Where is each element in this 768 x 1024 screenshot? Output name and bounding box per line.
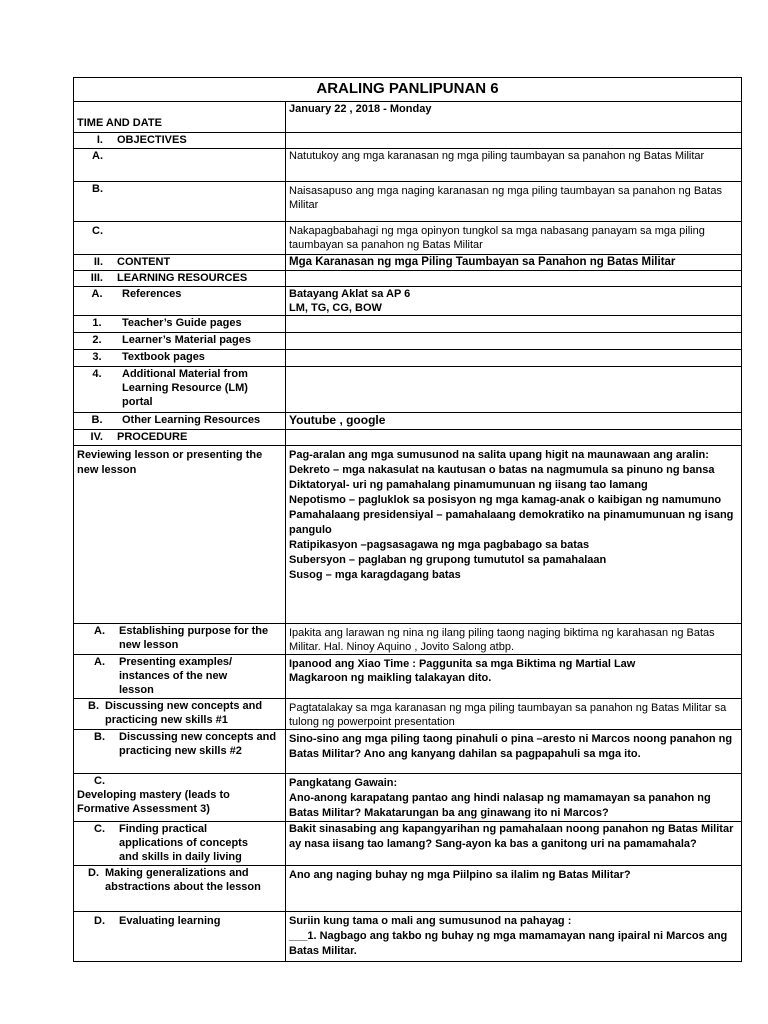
row-presenting-examples: [74, 655, 742, 699]
step-label: [74, 655, 286, 699]
step-value: Pangkatang Gawain: Ano-anong karapatang pantao ang hindi nalasap ng mamamayan sa panahon ng Batas Militar? Makatarungan ba ang ginawang ito ni Marcos?: [286, 774, 742, 822]
objective-b-text: Naisasapuso ang mga naging karanasan ng mga piling taumbayan sa panahon ng Batas Militar: [286, 182, 742, 222]
row-label: Presenting examples/ instances of the new lesson: [119, 656, 233, 696]
row-number: C.: [92, 225, 103, 237]
row-label: Additional Material from Learning Resource (LM) portal: [122, 368, 248, 408]
learners-material-value: [286, 333, 742, 350]
review-line: Ratipikasyon –pagsasagawa ng mga pagbabago sa batas: [289, 539, 590, 551]
objective-b-label: [74, 182, 286, 222]
row-number: C.: [94, 823, 105, 835]
row-number: 2.: [92, 334, 102, 346]
row-label: OBJECTIVES: [117, 134, 187, 146]
step-label: [74, 774, 286, 822]
step-label: [74, 866, 286, 912]
step-label: [74, 912, 286, 962]
teachers-guide-value: [286, 316, 742, 333]
row-generalizations: [74, 866, 742, 912]
row-number: B.: [91, 414, 103, 426]
row-number: I.: [96, 134, 103, 146]
review-line: Pag-aralan ang mga sumusunod na salita upang higit na maunawaan ang aralin:: [289, 449, 709, 461]
row-number: A.: [91, 288, 103, 300]
row-label: PROCEDURE: [117, 431, 188, 443]
row-learners-material: [74, 333, 742, 350]
learners-material-label: [74, 333, 286, 350]
teachers-guide-label: [74, 316, 286, 333]
objective-c-label: [74, 222, 286, 255]
row-procedure: [74, 430, 742, 446]
review-line: Pamahalaang presidensiyal – pamahalaang demokratiko na pinamumunuan ng isang pangulo: [289, 509, 734, 536]
document-title: ARALING PANLIPUNAN 6: [74, 78, 742, 102]
review-line: Diktatoryal- uri ng pamahalang pinamumunuan ng iisang tao lamang: [289, 479, 648, 491]
time-date-label: TIME AND DATE: [74, 102, 286, 133]
review-line: Nepotismo – pagluklok sa posisyon ng mga kamag-anak o kaibigan ng namumuno: [289, 494, 722, 506]
row-number: B.: [92, 183, 103, 195]
row-label: Establishing purpose for the new lesson: [119, 625, 269, 651]
row-learning-resources: [74, 271, 742, 287]
objective-c-text: Nakapagbabahagi ng mga opinyon tungkol sa mga nabasang panayam sa mga piling taumbayan sa panahon ng Batas Militar: [286, 222, 742, 255]
content-value: Mga Karanasan ng mga Piling Taumbayan sa Panahon ng Batas Militar: [286, 255, 742, 271]
row-evaluating: [74, 912, 742, 962]
row-label: Textbook pages: [122, 351, 205, 363]
other-resources-label: [74, 413, 286, 430]
row-label: LEARNING RESOURCES: [117, 272, 248, 284]
step-label: [74, 624, 286, 655]
row-label: Developing mastery (leads to Formative Assessment 3): [77, 789, 230, 815]
row-developing-mastery: [74, 774, 742, 822]
row-label: Discussing new concepts and practicing new skills #2: [119, 731, 277, 757]
step-value: Bakit sinasabing ang kapangyarihan ng pamahalaan noong panahon ng Batas Militar ay nasa iisang tao lamang? Sang-ayon ka bas a ganitong uri na pamamahala?: [286, 822, 742, 866]
row-objective-b: [74, 182, 742, 222]
row-number: 3.: [92, 351, 102, 363]
additional-material-value: [286, 367, 742, 413]
row-finding-applications: [74, 822, 742, 866]
row-number: A.: [92, 150, 103, 162]
row-label: Learner’s Material pages: [122, 334, 252, 346]
step-label: [74, 730, 286, 774]
step-value: Pagtatalakay sa mga karanasan ng mga piling taumbayan sa panahon ng Batas Militar sa tulong ng powerpoint presentation: [286, 699, 742, 730]
row-additional-material: [74, 367, 742, 413]
step-value: Ano ang naging buhay ng mga Piilpino sa ilalim ng Batas Militar?: [286, 866, 742, 912]
time-date-value: January 22 , 2018 - Monday: [286, 102, 742, 133]
row-number: A.: [94, 656, 105, 668]
objectives-label: [74, 133, 286, 149]
row-objectives: [74, 133, 742, 149]
row-number: 1.: [92, 317, 102, 329]
content-label: [74, 255, 286, 271]
row-teachers-guide: [74, 316, 742, 333]
review-line: Dekreto – mga nakasulat na kautusan o batas na nagmumula sa pinuno ng bansa: [289, 464, 715, 476]
row-reviewing-lesson: [74, 446, 742, 624]
step-value: Sino-sino ang mga piling taong pinahuli o pina –aresto ni Marcos noong panahon ng Batas Militar? Ano ang kanyang dahilan sa pagpapahuli sa mga ito.: [286, 730, 742, 774]
objectives-value: [286, 133, 742, 149]
row-label: Discussing new concepts and practicing new skills #1: [105, 700, 263, 726]
references-label: [74, 287, 286, 316]
step-label: [74, 822, 286, 866]
step-value: Suriin kung tama o mali ang sumusunod na pahayag : ___1. Nagbago ang takbo ng buhay ng mga mamamayan nang ipairal ni Marcos ang Batas Militar.: [286, 912, 742, 962]
row-time-date: [74, 102, 742, 133]
row-label: Other Learning Resources: [122, 414, 261, 426]
other-resources-value: Youtube , google: [286, 413, 742, 430]
row-content: [74, 255, 742, 271]
row-label: Finding practical applications of concepts and skills in daily living: [119, 823, 248, 863]
row-label: Teacher’s Guide pages: [122, 317, 242, 329]
row-number: B.: [88, 700, 99, 712]
row-textbook: [74, 350, 742, 367]
additional-material-label: [74, 367, 286, 413]
row-number: III.: [90, 272, 103, 284]
review-line: Susog – mga karagdagang batas: [289, 569, 461, 581]
learning-resources-label: [74, 271, 286, 287]
learning-resources-value: [286, 271, 742, 287]
row-other-resources: [74, 413, 742, 430]
row-number: 4.: [92, 368, 102, 380]
review-line: Subersyon – paglaban ng grupong tumututol sa pamahalaan: [289, 554, 607, 566]
reviewing-content: [286, 446, 742, 624]
row-establishing-purpose: [74, 624, 742, 655]
row-number: D.: [94, 915, 105, 927]
row-references: [74, 287, 742, 316]
reviewing-label: Reviewing lesson or presenting the new lesson: [74, 446, 286, 624]
row-number: IV.: [90, 431, 103, 443]
row-label: Making generalizations and abstractions about the lesson: [105, 867, 261, 893]
row-number: II.: [93, 256, 103, 268]
step-value: Ipanood ang Xiao Time : Paggunita sa mga Biktima ng Martial Law Magkaroon ng maikling talakayan dito.: [286, 655, 742, 699]
row-number: A.: [94, 625, 105, 637]
row-label: References: [122, 288, 182, 300]
procedure-label: [74, 430, 286, 446]
row-number: B.: [94, 731, 105, 743]
procedure-value: [286, 430, 742, 446]
row-label: Evaluating learning: [119, 915, 221, 927]
objective-a-text: Natutukoy ang mga karanasan ng mga piling taumbayan sa panahon ng Batas Militar: [286, 149, 742, 182]
references-value: Batayang Aklat sa AP 6 LM, TG, CG, BOW: [286, 287, 742, 316]
textbook-value: [286, 350, 742, 367]
lesson-plan-table: [73, 77, 742, 962]
row-discussing-2: [74, 730, 742, 774]
row-objective-a: [74, 149, 742, 182]
objective-a-label: [74, 149, 286, 182]
textbook-label: [74, 350, 286, 367]
row-number: D.: [88, 867, 99, 879]
row-label: CONTENT: [117, 256, 171, 268]
row-number: C.: [94, 775, 105, 787]
row-discussing-1: [74, 699, 742, 730]
step-value: Ipakita ang larawan ng nina ng ilang piling taong naging biktima ng karahasan ng Batas Militar. Hal. Ninoy Aquino , Jovito Salong atbp.: [286, 624, 742, 655]
title-row: [74, 78, 742, 102]
row-objective-c: [74, 222, 742, 255]
step-label: [74, 699, 286, 730]
